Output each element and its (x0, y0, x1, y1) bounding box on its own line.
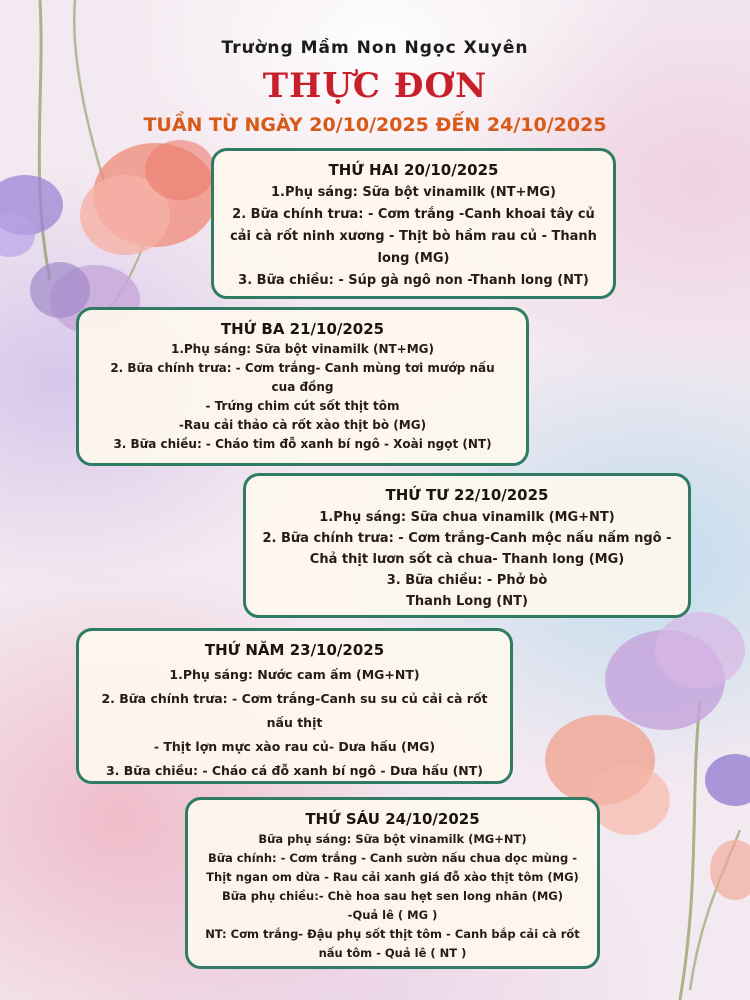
menu-line: 1.Phụ sáng: Sữa chua vinamilk (MG+NT) (319, 510, 615, 525)
menu-line: Bữa phụ sáng: Sữa bột vinamilk (MG+NT) (258, 832, 527, 846)
week-range: TUẦN TỪ NGÀY 20/10/2025 ĐẾN 24/10/2025 (143, 114, 607, 136)
menu-line: Chả thịt lươn sốt cà chua- Thanh long (MG) (309, 552, 625, 567)
school-name: Trường Mầm Non Ngọc Xuyên (221, 38, 529, 58)
menu-line: cua đồng (271, 380, 334, 394)
day-title: THỨ TƯ 22/10/2025 (385, 486, 549, 504)
menu-line: 1.Phụ sáng: Nước cam ấm (MG+NT) (169, 667, 420, 682)
menu-line: long (MG) (377, 251, 450, 266)
menu-line: 2. Bữa chính trưa: - Cơm trắng-Canh su su củ cải cà rốt (101, 691, 488, 706)
page-title: THỰC ĐƠN (262, 66, 488, 106)
menu-card-tuesday (76, 307, 529, 466)
menu-line: 3. Bữa chiều: - Phở bò (386, 573, 548, 588)
menu-line: Thanh Long (NT) (406, 594, 528, 609)
menu-line: NT: Cơm trắng- Đậu phụ sốt thịt tôm - Canh bắp cải cà rốt (205, 927, 580, 941)
menu-line: 2. Bữa chính trưa: - Cơm trắng- Canh mùng tơi mướp nấu (110, 361, 495, 375)
menu-card-friday (185, 797, 600, 969)
menu-line: nấu tôm - Quả lê ( NT ) (318, 946, 467, 960)
menu-line: - Thịt lợn mực xào rau củ- Dưa hấu (MG) (153, 739, 436, 754)
menu-line: 3. Bữa chiều: - Cháo tim đỗ xanh bí ngô - Xoài ngọt (NT) (113, 437, 492, 451)
menu-line: 2. Bữa chính trưa: - Cơm trắng-Canh mộc nấu nấm ngô - (262, 531, 672, 546)
day-title: THỨ SÁU 24/10/2025 (305, 810, 480, 828)
menu-line: Bữa phụ chiều:- Chè hoa sau hẹt sen long nhãn (MG) (221, 889, 564, 903)
menu-line: cải cà rốt ninh xương - Thịt bò hầm rau củ - Thanh (230, 229, 597, 244)
menu-line: - Trứng chim cút sốt thịt tôm (205, 399, 400, 413)
menu-line: nấu thịt (266, 715, 323, 730)
day-title: THỨ BA 21/10/2025 (220, 320, 385, 338)
menu-line: -Rau cải thảo cà rốt xào thịt bò (MG) (178, 418, 427, 432)
menu-line: 1.Phụ sáng: Sữa bột vinamilk (NT+MG) (271, 185, 556, 200)
menu-line: Bữa chính: - Cơm trắng - Canh sườn nấu chua dọc mùng - (208, 851, 577, 865)
menu-card-thursday (76, 628, 513, 784)
day-title: THỨ NĂM 23/10/2025 (204, 641, 385, 659)
menu-line: -Quả lê ( MG ) (347, 908, 438, 922)
menu-line: 3. Bữa chiều: - Súp gà ngô non -Thanh long (NT) (238, 273, 589, 288)
menu-line: 1.Phụ sáng: Sữa bột vinamilk (NT+MG) (170, 342, 435, 356)
menu-card-monday (211, 148, 616, 299)
menu-line: 3. Bữa chiều: - Cháo cá đỗ xanh bí ngô - Dưa hấu (NT) (105, 763, 484, 778)
menu-line: 2. Bữa chính trưa: - Cơm trắng -Canh khoai tây củ (232, 207, 595, 222)
menu-line: Thịt ngan om dừa - Rau cải xanh giá đỗ xào thịt tôm (MG) (206, 870, 579, 884)
menu-card-wednesday (243, 473, 691, 618)
day-title: THỨ HAI 20/10/2025 (328, 161, 499, 179)
